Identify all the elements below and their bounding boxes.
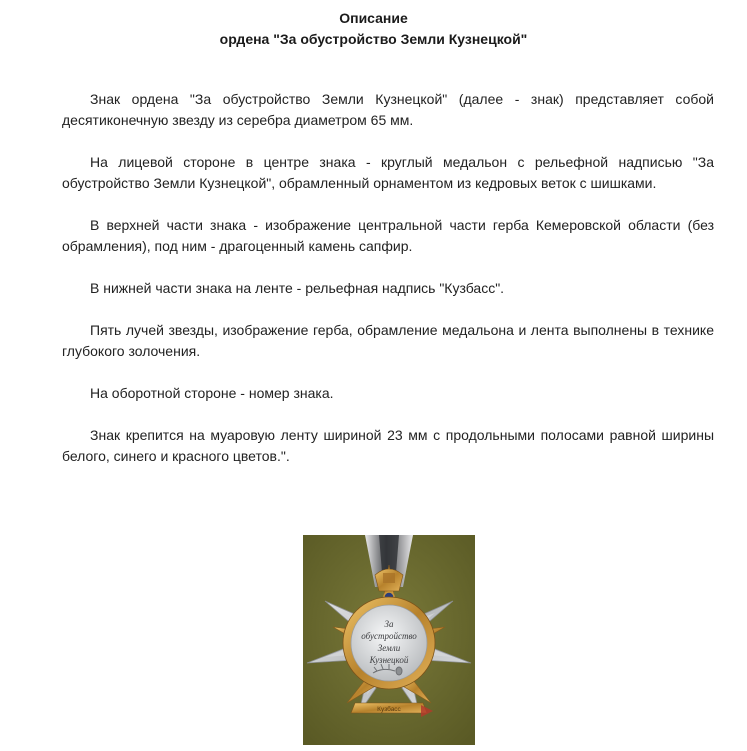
document-body bbox=[62, 89, 714, 488]
inscription-line-1: За bbox=[384, 619, 394, 629]
paragraph: На лицевой стороне в центре знака - круглый медальон с рельефной надписью "За обустройство Земли Кузнецкой", обрамленный орнаментом из кедровых веток с шишками. bbox=[62, 154, 714, 191]
ribbon-text: Кузбасс bbox=[377, 706, 401, 713]
bottom-ribbon bbox=[351, 703, 427, 713]
coat-of-arms bbox=[375, 569, 403, 591]
inscription-line-3: Земли bbox=[377, 643, 401, 653]
title-line-2: ордена "За обустройство Земли Кузнецкой" bbox=[219, 31, 528, 47]
medal-photo bbox=[303, 535, 475, 745]
paragraph: Пять лучей звезды, изображение герба, обрамление медальона и лента выполнены в технике глубокого золочения. bbox=[62, 322, 714, 359]
title-line-1: Описание bbox=[339, 10, 408, 26]
document-title bbox=[0, 8, 747, 50]
paragraph: Знак крепится на муаровую ленту шириной 23 мм с продольными полосами равной ширины белого, синего и красного цветов.". bbox=[62, 427, 714, 464]
paragraph: В верхней части знака - изображение центральной части герба Кемеровской области (без обрамления), под ним - драгоценный камень сапфир. bbox=[62, 217, 714, 254]
paragraph: В нижней части знака на ленте - рельефная надпись "Кузбасс". bbox=[90, 280, 505, 296]
medal-illustration bbox=[303, 535, 475, 745]
paragraph: Знак ордена "За обустройство Земли Кузнецкой" (далее - знак) представляет собой десятиконечную звезду из серебра диаметром 65 мм. bbox=[62, 91, 714, 128]
inscription-line-2: обустройство bbox=[361, 631, 417, 641]
inscription-line-4: Кузнецкой bbox=[369, 655, 409, 665]
paragraph: На оборотной стороне - номер знака. bbox=[90, 385, 334, 401]
